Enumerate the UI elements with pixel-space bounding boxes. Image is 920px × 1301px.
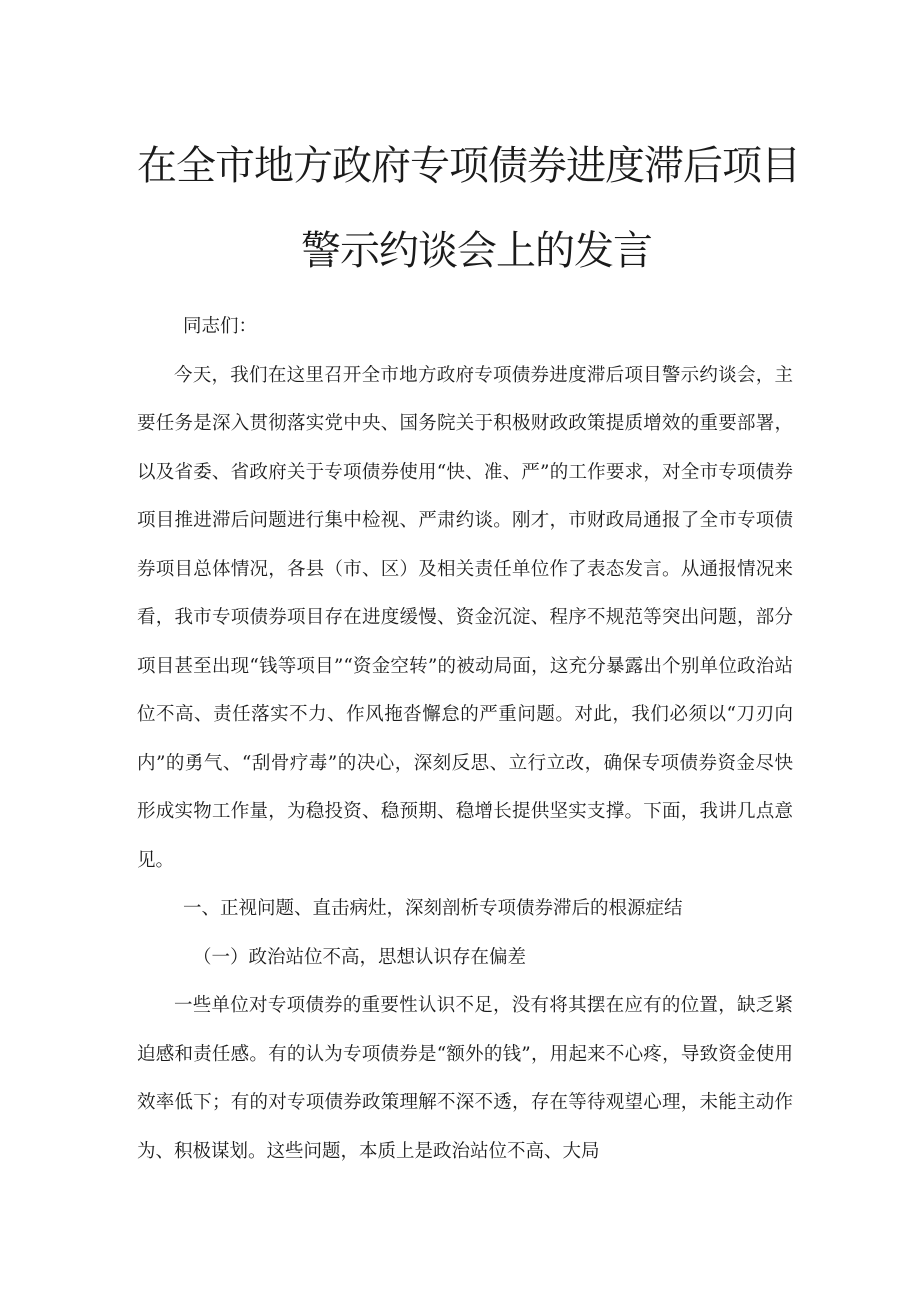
document-title-line2: 警示约谈会上的发言 xyxy=(301,228,652,274)
paragraph-body: 一些单位对专项债券的重要性认识不足，没有将其摆在应有的位置，缺乏紧迫感和责任感。有的认为专项债券是“额外的钱”，用起来不心疼，导致资金使用效率低下；有的对专项债券政策理解不深不透，存在等待观望心理，未能主动作为、积极谋划。这些问题，本质上是政治站位不高、大局 xyxy=(137,995,793,1162)
document-body xyxy=(137,303,793,1176)
paragraph-opening: 今天，我们在这里召开全市地方政府专项债券进度滞后项目警示约谈会，主要任务是深入贯彻落实党中央、国务院关于积极财政政策提质增效的重要部署，以及省委、省政府关于专项债券使用“快、准、严”的工作要求，对全市专项债券项目推进滞后问题进行集中检视、严肃约谈。刚才，市财政局通报了全市专项债券项目总体情况，各县（市、区）及相关责任单位作了表态发言。从通报情况来看，我市专项债券项目存在进度缓慢、资金沉淀、程序不规范等突出问题，部分项目甚至出现“钱等项目”“资金空转”的被动局面，这充分暴露出个别单位政治站位不高、责任落实不力、作风拖沓懈怠的严重问题。对此，我们必须以“刀刃向内”的勇气、“刮骨疗毒”的决心，深刻反思、立行立改，确保专项债券资金尽快形成实物工作量，为稳投资、稳预期、稳增长提供坚实支撑。下面，我讲几点意见。 xyxy=(137,364,793,871)
subsection-heading: （一）政治站位不高，思想认识存在偏差 xyxy=(193,946,527,968)
document-title-line1: 在全市地方政府专项债券进度滞后项目 xyxy=(137,143,800,189)
section-heading: 一、正视问题、直击病灶，深刻剖析专项债券滞后的根源症结 xyxy=(183,898,683,919)
greeting: 同志们： xyxy=(183,316,258,337)
